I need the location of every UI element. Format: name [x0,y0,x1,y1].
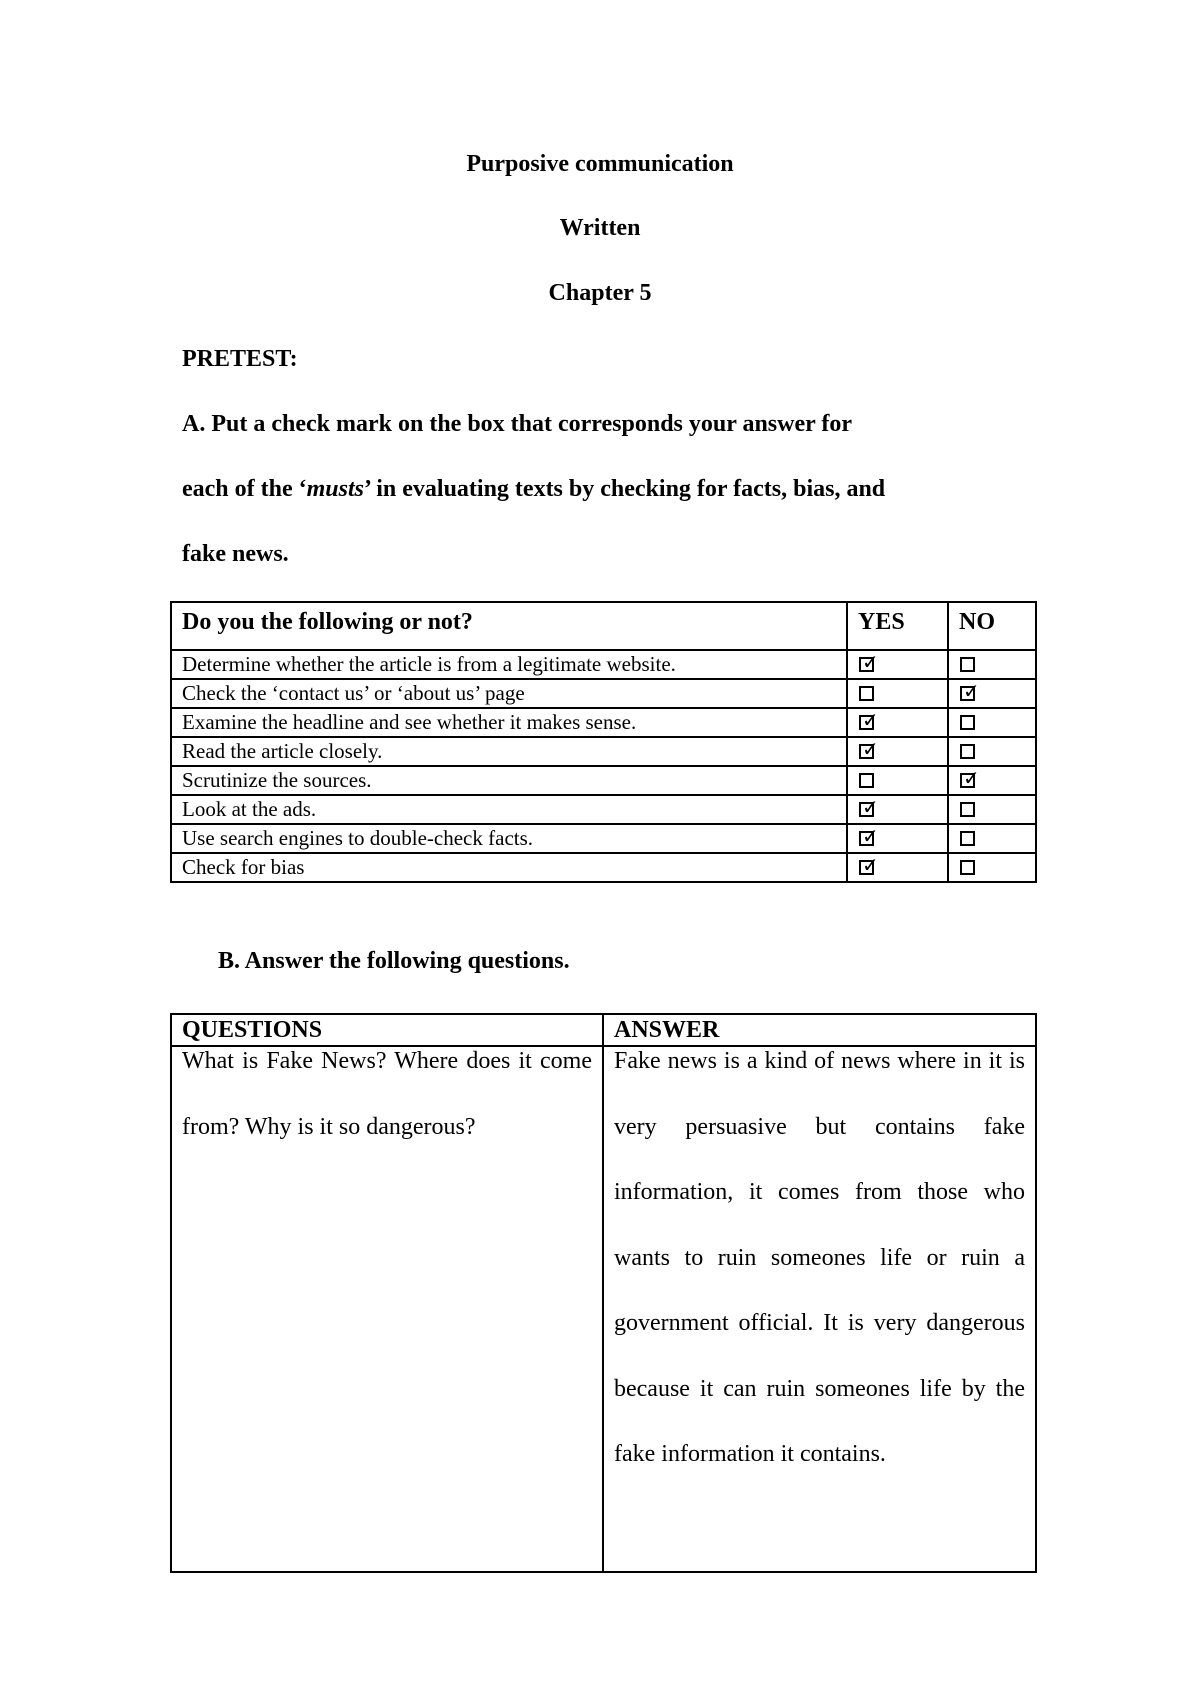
answer-cell [603,1046,1036,1572]
checklist-item-text: Read the article closely. [171,737,847,766]
empty-checkbox-icon[interactable] [859,773,874,788]
document-subtitle: Written [559,215,641,241]
checklist-yes-cell [847,795,948,824]
checked-box-icon[interactable] [859,860,874,875]
checklist-no-cell [948,853,1036,882]
part-a-instruction-line3: fake news. [182,541,289,567]
checklist-row [171,795,1036,824]
empty-checkbox-icon[interactable] [960,860,975,875]
checklist-yes-cell [847,737,948,766]
checklist-yes-cell [847,824,948,853]
checklist-no-cell [948,679,1036,708]
checklist-row [171,824,1036,853]
empty-checkbox-icon[interactable] [960,715,975,730]
checked-box-icon[interactable] [859,657,874,672]
checked-box-icon[interactable] [859,802,874,817]
checklist-item-text: Use search engines to double-check facts. [171,824,847,853]
question-text: What is Fake News? Where does it come from? Why is it so dangerous? [182,1048,592,1140]
musts-emphasis: musts [306,476,365,502]
checklist-row [171,737,1036,766]
checklist-item-text: Check for bias [171,853,847,882]
empty-checkbox-icon[interactable] [859,686,874,701]
checked-box-icon[interactable] [859,715,874,730]
checklist-table [170,601,1037,883]
checklist-row [171,853,1036,882]
document-title: Purposive communication [466,151,734,177]
pretest-label: PRETEST: [182,346,298,372]
checked-box-icon[interactable] [960,686,975,701]
checklist-item-text: Scrutinize the sources. [171,766,847,795]
checked-box-icon[interactable] [859,744,874,759]
checklist-header-item: Do you the following or not? [171,602,847,650]
checklist-yes-cell [847,853,948,882]
checklist-no-cell [948,737,1036,766]
empty-checkbox-icon[interactable] [960,744,975,759]
checklist-row [171,766,1036,795]
empty-checkbox-icon[interactable] [960,802,975,817]
checklist-item-text: Look at the ads. [171,795,847,824]
checklist-row [171,708,1036,737]
chapter-heading: Chapter 5 [548,280,652,306]
checklist-item-text: Examine the headline and see whether it makes sense. [171,708,847,737]
checklist-yes-cell [847,766,948,795]
checklist-item-text: Determine whether the article is from a legitimate website. [171,650,847,679]
checklist-no-cell [948,766,1036,795]
questions-header: QUESTIONS [171,1014,603,1046]
part-b-instruction: B. Answer the following questions. [218,948,570,974]
checklist-row [171,679,1036,708]
empty-checkbox-icon[interactable] [960,831,975,846]
checklist-header-no: NO [948,602,1036,650]
checklist-no-cell [948,824,1036,853]
part-a-instruction-line2: each of the ‘musts’ in evaluating texts by checking for facts, bias, and [182,476,886,502]
checklist-no-cell [948,650,1036,679]
checklist-no-cell [948,795,1036,824]
checklist-item-text: Check the ‘contact us’ or ‘about us’ page [171,679,847,708]
question-row [171,1046,1036,1572]
questions-table [170,1013,1037,1573]
question-cell [171,1046,603,1572]
answer-text: Fake news is a kind of news where in it is very persuasive but contains fake information, it comes from those who wants to ruin someones life or ruin a government official. It is very dangerous because it can ruin someones life by the fake information it contains. [614,1048,1025,1467]
checklist-no-cell [948,708,1036,737]
checklist-yes-cell [847,708,948,737]
checklist-header-yes: YES [847,602,948,650]
checklist-yes-cell [847,650,948,679]
checklist-yes-cell [847,679,948,708]
part-a-instruction-line1: A. Put a check mark on the box that corresponds your answer for [182,411,852,437]
checked-box-icon[interactable] [859,831,874,846]
checked-box-icon[interactable] [960,773,975,788]
checklist-header-row [171,602,1036,650]
empty-checkbox-icon[interactable] [960,657,975,672]
answer-header: ANSWER [603,1014,1036,1046]
checklist-row [171,650,1036,679]
